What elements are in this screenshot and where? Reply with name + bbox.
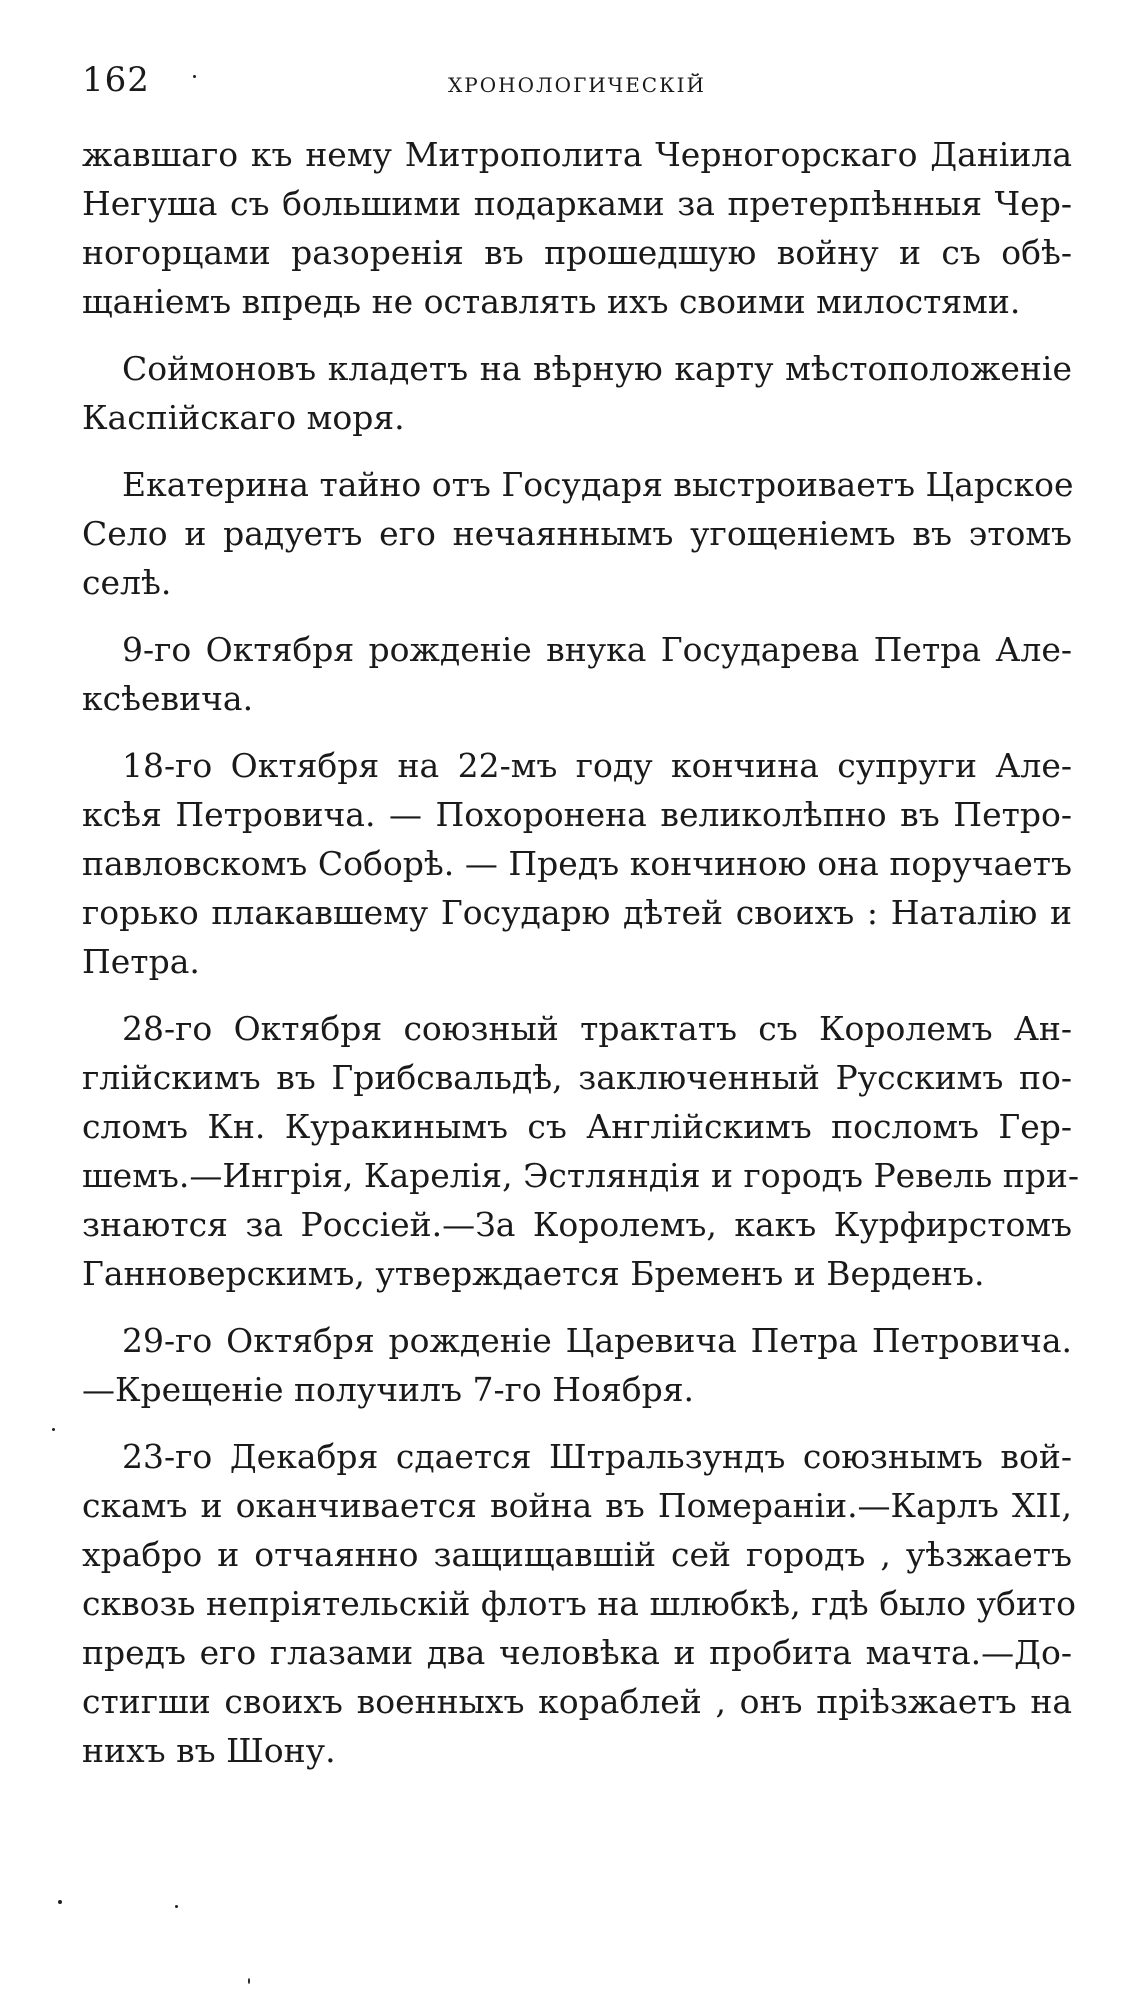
body-text	[82, 130, 1079, 1793]
text-line: Село и радуетъ его нечаяннымъ угощенiемъ въ этомъ	[82, 514, 1072, 553]
text-line: Соймоновъ кладетъ на вѣрную карту мѣстоположенiе	[122, 349, 1072, 388]
text-line: селѣ.	[82, 563, 172, 602]
page-number: 162	[82, 60, 150, 100]
text-line: Петра.	[82, 942, 200, 981]
text-line: сломъ Кн. Куракинымъ съ Англiйскимъ посломъ Гер-	[82, 1107, 1072, 1146]
paragraph-6	[82, 1004, 1079, 1298]
text-line: 28-го Октября союзный трактатъ съ Королемъ Ан-	[122, 1009, 1072, 1048]
text-line: жавшаго къ нему Митрополита Черногорскаго Данiила	[82, 135, 1072, 174]
text-line: —Крещенiе получилъ 7-го Ноября.	[82, 1370, 695, 1409]
text-line: скамъ и оканчивается война въ Померанiи.—Карлъ XII,	[82, 1486, 1072, 1525]
scan-speck	[248, 1978, 250, 1984]
text-line: стигши своихъ военныхъ кораблей , онъ прiѣзжаетъ на	[82, 1682, 1072, 1721]
paragraph-4	[82, 625, 1072, 723]
paragraph-8	[82, 1432, 1077, 1775]
text-line: глiйскимъ въ Грибсвальдѣ, заключенный Русскимъ по-	[82, 1058, 1072, 1097]
text-line: Негуша съ большими подарками за претерпѣнныя Чер-	[82, 184, 1072, 223]
text-line: предъ его глазами два человѣка и пробита мачта.—До-	[82, 1633, 1072, 1672]
text-line: павловскомъ Соборѣ. — Предъ кончиною она поручаетъ	[82, 844, 1072, 883]
paragraph-5	[82, 741, 1072, 986]
text-line: сквозь непрiятельскiй флотъ на шлюбкѣ, гдѣ было убито	[82, 1584, 1077, 1623]
text-line: Каспiйскаго моря.	[82, 398, 405, 437]
paragraph-1	[82, 130, 1072, 326]
running-head	[82, 60, 1072, 110]
paragraph-3	[82, 460, 1072, 607]
paragraph-7	[82, 1316, 1072, 1414]
text-line: 29-го Октября рожденiе Царевича Петра Петровича.	[122, 1321, 1072, 1360]
scan-speck	[58, 1900, 62, 1904]
text-line: 23-го Декабря сдается Штральзундъ союзнымъ вой-	[122, 1437, 1072, 1476]
text-line: нихъ въ Шону.	[82, 1731, 336, 1770]
text-line: ногорцами разоренiя въ прошедшую войну и съ обѣ-	[82, 233, 1072, 272]
scan-speck	[175, 1905, 178, 1908]
scan-speck	[52, 1428, 55, 1431]
running-title: хронологическій	[448, 66, 706, 99]
text-line: Ганноверскимъ, утверждается Бременъ и Верденъ.	[82, 1254, 985, 1293]
text-line: 9-го Октября рожденiе внука Государева Петра Але-	[122, 630, 1072, 669]
text-line: 18-го Октября на 22-мъ году кончина супруги Але-	[122, 746, 1072, 785]
scan-speck	[193, 75, 196, 78]
text-line: горько плакавшему Государю дѣтей своихъ : Наталiю и	[82, 893, 1072, 932]
text-line: щанiемъ впредь не оставлять ихъ своими милостями.	[82, 282, 1021, 321]
text-line: ксѣевича.	[82, 679, 254, 718]
text-line: шемъ.—Ингрiя, Карелiя, Эстляндiя и городъ Ревель при-	[82, 1156, 1079, 1195]
text-line: знаются за Россiей.—За Королемъ, какъ Курфирстомъ	[82, 1205, 1072, 1244]
text-line: Екатерина тайно отъ Государя выстроиваетъ Царское	[122, 465, 1074, 504]
paragraph-2	[82, 344, 1072, 442]
text-line: храбро и отчаянно защищавшiй сей городъ , уѣзжаетъ	[82, 1535, 1072, 1574]
text-line: ксѣя Петровича. — Похоронена великолѣпно въ Петро-	[82, 795, 1072, 834]
